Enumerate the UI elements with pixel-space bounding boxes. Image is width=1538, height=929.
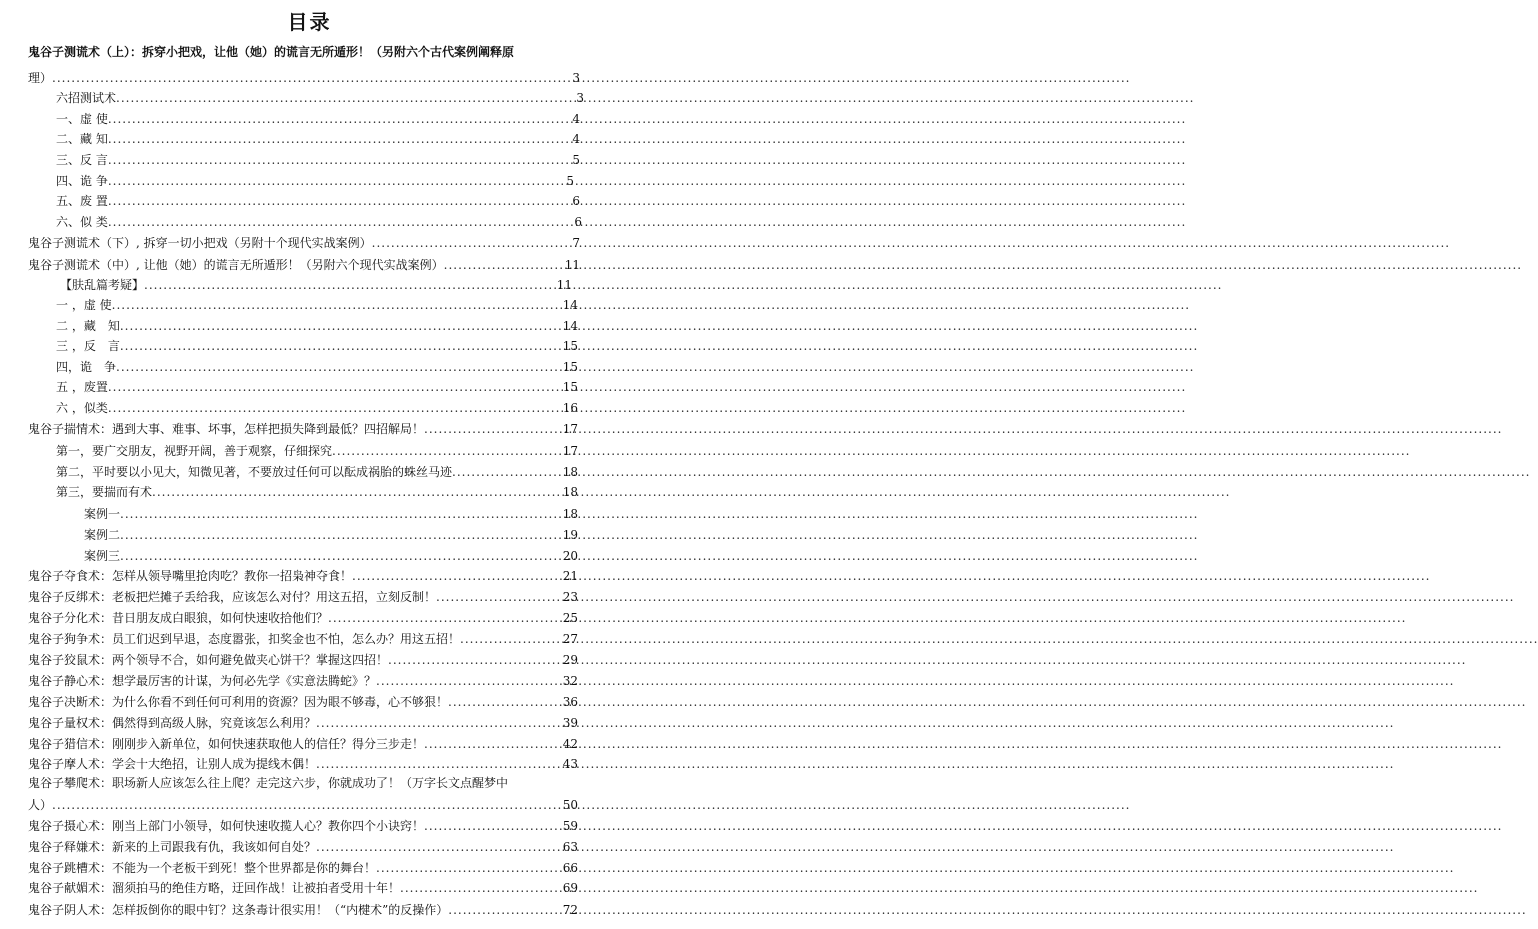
toc-page-number: 29 [562, 653, 578, 667]
toc-entry-text: 鬼谷子分化术：昔日朋友成白眼狼，如何快速收拾他们？ [28, 611, 329, 625]
toc-entry-text: 鬼谷子猎信术：刚刚步入新单位，如何快速获取他人的信任？得分三步走！ [28, 737, 425, 751]
leader-dots [108, 193, 571, 210]
toc-page-number: 3 [572, 71, 580, 85]
leader-dots [120, 527, 561, 544]
toc-entry-text: 五 ，废置 [56, 380, 108, 394]
leader-dots [108, 152, 571, 169]
toc-entry-text: 六、似 类 [56, 215, 108, 229]
toc-page-number: 7 [572, 236, 580, 250]
toc-entry-text: 六 ，似类 [56, 401, 108, 415]
toc-entry[interactable] [56, 464, 578, 481]
toc-entry-text: 鬼谷子反绑术：老板把烂摊子丢给我，应该怎么对付？用这五招，立刻反制！ [28, 590, 437, 604]
leader-dots [388, 652, 561, 669]
toc-page-number: 20 [562, 549, 578, 563]
toc-entry[interactable] [56, 318, 578, 335]
toc-page-number: 15 [562, 380, 578, 394]
toc-entry[interactable] [56, 214, 582, 231]
toc-page-number: 66 [562, 861, 578, 875]
toc-entry[interactable] [56, 443, 578, 460]
toc-entry[interactable] [56, 359, 578, 376]
leader-dots [332, 443, 561, 460]
toc-entry-text: 【肤乱篇考疑】 [60, 278, 145, 292]
leader-dots [108, 173, 565, 190]
toc-entry-text: 二、藏 知 [56, 132, 108, 146]
toc-entry[interactable] [56, 379, 578, 396]
toc-entry-text: 六招测试术 [56, 91, 117, 105]
toc-page-number: 15 [562, 339, 578, 353]
toc-entry-text: 鬼谷子测谎术（中）, 让他（她）的谎言无所遁形！（另附六个现代实战案例） [28, 258, 444, 272]
toc-entry[interactable] [84, 548, 578, 565]
toc-entry-text: 三 ，反 言 [56, 339, 120, 353]
toc-page-number: 4 [572, 112, 580, 126]
toc-entry[interactable] [56, 111, 580, 128]
toc-page-number: 17 [562, 422, 578, 436]
toc-entry[interactable] [56, 152, 580, 169]
toc-entry-text: 鬼谷子摩人术：学会十大绝招，让别人成为提线木偶！ [28, 757, 317, 771]
leader-dots [108, 400, 561, 417]
toc-entry-text: 一 ，虚 使 [56, 298, 112, 312]
leader-dots [316, 839, 561, 856]
toc-page-number: 72 [562, 903, 578, 917]
toc-entry[interactable] [56, 90, 584, 107]
toc-entry-text: 鬼谷子测谎术（上）：拆穿小把戏，让他（她）的谎言无所遁形！（另附六个古代案例阐释原 [28, 45, 515, 59]
toc-entry-text: 鬼谷子夺食术：怎样从领导嘴里抢肉吃？教你一招枭神夺食！ [28, 569, 353, 583]
toc-entry-text: 二 ，藏 知 [56, 319, 120, 333]
toc-entry-text: 鬼谷子决断术：为什么你看不到任何可利用的资源？因为眼不够毒，心不够狠！ [28, 695, 449, 709]
leader-dots [152, 484, 561, 501]
toc-entry-text: 鬼谷子释嫌术：新来的上司跟我有仇，我该如何自处？ [28, 840, 317, 854]
toc-entry-text: 理） [28, 71, 53, 85]
toc-entry[interactable] [28, 902, 578, 919]
toc-page-number: 6 [572, 194, 580, 208]
toc-entry-text: 四，诡 争 [56, 360, 117, 374]
toc-entry[interactable] [28, 257, 580, 274]
page-title: 目录 [287, 10, 332, 34]
toc-entry-text: 鬼谷子狡鼠术：两个领导不合，如何避免做夹心饼干？掌握这四招！ [28, 653, 389, 667]
toc-entry[interactable] [56, 173, 574, 190]
toc-entry-text: 鬼谷子测谎术（下）, 拆穿一切小把戏（另附十个现代实战案例） [28, 236, 372, 250]
toc-page-number: 21 [562, 569, 578, 583]
leader-dots [436, 589, 561, 606]
toc-entry[interactable] [28, 715, 578, 732]
leader-dots [424, 736, 561, 753]
toc-page-number: 39 [562, 716, 578, 730]
toc-entry-text: 第三，要揣而有术 [56, 485, 153, 499]
leader-dots [448, 694, 561, 711]
leader-dots [108, 214, 573, 231]
toc-page-number: 5 [572, 153, 580, 167]
toc-page-number: 50 [562, 798, 578, 812]
toc-page-number: 19 [562, 528, 578, 542]
leader-dots [108, 111, 571, 128]
leader-dots [120, 506, 561, 523]
leader-dots [452, 464, 561, 481]
toc-entry-text: 五、废 置 [56, 194, 108, 208]
leader-dots [460, 631, 561, 648]
toc-entry[interactable] [28, 673, 578, 690]
toc-entry-text: 案例一 [84, 507, 121, 521]
leader-dots [116, 90, 574, 107]
leader-dots [352, 568, 561, 585]
toc-page-number: 14 [562, 319, 578, 333]
toc-page-number: 16 [562, 401, 578, 415]
toc-entry[interactable] [28, 235, 580, 252]
toc-entry-heading[interactable] [28, 775, 588, 792]
toc-page-number: 11 [564, 258, 580, 272]
toc-page-number: 63 [562, 840, 578, 854]
leader-dots [448, 902, 560, 919]
leader-dots [316, 715, 561, 732]
toc-page-number: 59 [562, 819, 578, 833]
toc-entry[interactable] [60, 277, 572, 294]
leader-dots [400, 880, 561, 897]
toc-entry-text: 鬼谷子攀爬术：职场新人应该怎么往上爬？走完这六步，你就成功了！（万字长文点醒梦中 [28, 776, 509, 790]
toc-entry[interactable] [28, 860, 578, 877]
toc-entry[interactable] [56, 131, 580, 148]
leader-dots [120, 318, 561, 335]
toc-entry-text: 案例三 [84, 549, 121, 563]
toc-entry-text: 鬼谷子量权术：偶然得到高级人脉，究竟该怎么利用？ [28, 716, 317, 730]
toc-entry[interactable] [28, 756, 578, 773]
toc-page-number: 18 [562, 465, 578, 479]
toc-entry[interactable] [28, 839, 578, 856]
toc-page-number: 42 [562, 737, 578, 751]
toc-page-number: 23 [562, 590, 578, 604]
leader-dots [112, 297, 561, 314]
toc-entry-text: 第二，平时要以小见大，知微见著，不要放过任何可以酝成祸胎的蛛丝马迹 [56, 465, 453, 479]
toc-entry[interactable] [28, 568, 578, 585]
toc-entry-text: 鬼谷子狗争术：员工们迟到早退，态度嚣张，扣奖金也不怕，怎么办？用这五招！ [28, 632, 461, 646]
leader-dots [108, 379, 561, 396]
toc-page-number: 25 [562, 611, 578, 625]
toc-entry-text: 四、诡 争 [56, 174, 108, 188]
leader-dots [120, 338, 561, 355]
leader-dots [316, 756, 561, 773]
leader-dots [120, 548, 561, 565]
leader-dots [372, 235, 571, 252]
toc-page-number: 32 [562, 674, 578, 688]
toc-entry[interactable] [28, 631, 578, 648]
toc-entry[interactable] [28, 589, 578, 606]
toc-entry[interactable] [28, 797, 578, 814]
toc-page-number: 15 [562, 360, 578, 374]
toc-page-number: 5 [566, 174, 574, 188]
toc-page-number: 6 [574, 215, 582, 229]
toc-entry[interactable] [28, 610, 578, 627]
toc-entry[interactable] [28, 70, 580, 87]
toc-entry-text: 人） [28, 798, 53, 812]
toc-page-number: 3 [576, 91, 584, 105]
toc-entry[interactable] [84, 527, 578, 544]
toc-entry[interactable] [28, 818, 578, 835]
leader-dots [144, 277, 555, 294]
toc-page-number: 18 [562, 485, 578, 499]
toc-entry-heading[interactable] [28, 44, 588, 61]
leader-dots [424, 421, 561, 438]
toc-entry[interactable] [56, 400, 578, 417]
toc-page-number: 36 [562, 695, 578, 709]
toc-entry-text: 一、虚 使 [56, 112, 108, 126]
leader-dots [116, 359, 561, 376]
toc-entry[interactable] [28, 880, 578, 897]
leader-dots [376, 673, 561, 690]
toc-entry[interactable] [56, 484, 578, 501]
toc-page-number: 43 [562, 757, 578, 771]
toc-page-number: 14 [562, 298, 578, 312]
toc-entry[interactable] [28, 694, 578, 711]
toc-entry-text: 鬼谷子静心术：想学最厉害的计谋，为何必先学《实意法腾蛇》？ [28, 674, 377, 688]
toc-entry[interactable] [84, 506, 578, 523]
toc-entry[interactable] [28, 421, 578, 438]
toc-page-number: 18 [562, 507, 578, 521]
toc-entry-text: 鬼谷子摄心术：刚当上部门小领导，如何快速收揽人心？教你四个小诀窍！ [28, 819, 425, 833]
leader-dots [424, 818, 561, 835]
leader-dots [108, 131, 571, 148]
toc-entry[interactable] [28, 736, 578, 753]
toc-entry[interactable] [56, 193, 580, 210]
toc-entry-text: 鬼谷子阴人术：怎样扳倒你的眼中钉？这条毒计很实用！（“内楗术”的反操作） [28, 903, 449, 917]
toc-entry-text: 鬼谷子献媚术：溜须拍马的绝佳方略，迂回作战！让被拍者受用十年！ [28, 881, 401, 895]
leader-dots [444, 257, 563, 274]
toc-entry[interactable] [56, 297, 578, 314]
leader-dots [52, 797, 561, 814]
toc-entry[interactable] [56, 338, 578, 355]
leader-dots [376, 860, 561, 877]
toc-page-number: 27 [562, 632, 578, 646]
toc-entry[interactable] [28, 652, 578, 669]
toc-page-number: 11 [556, 278, 572, 292]
toc-entry-text: 案例二 [84, 528, 121, 542]
leader-dots [328, 610, 561, 627]
toc-entry-text: 三、反 言 [56, 153, 108, 167]
toc-page-number: 17 [562, 444, 578, 458]
toc-entry-text: 鬼谷子揣情术：遇到大事、难事、坏事，怎样把损失降到最低？四招解局！ [28, 422, 425, 436]
leader-dots [52, 70, 570, 87]
toc-entry-text: 鬼谷子跳槽术：不能为一个老板干到死！整个世界都是你的舞台！ [28, 861, 377, 875]
toc-page-number: 69 [562, 881, 578, 895]
toc-page-number: 4 [572, 132, 580, 146]
toc-entry-text: 第一，要广交朋友，视野开阔，善于观察，仔细探究 [56, 444, 333, 458]
